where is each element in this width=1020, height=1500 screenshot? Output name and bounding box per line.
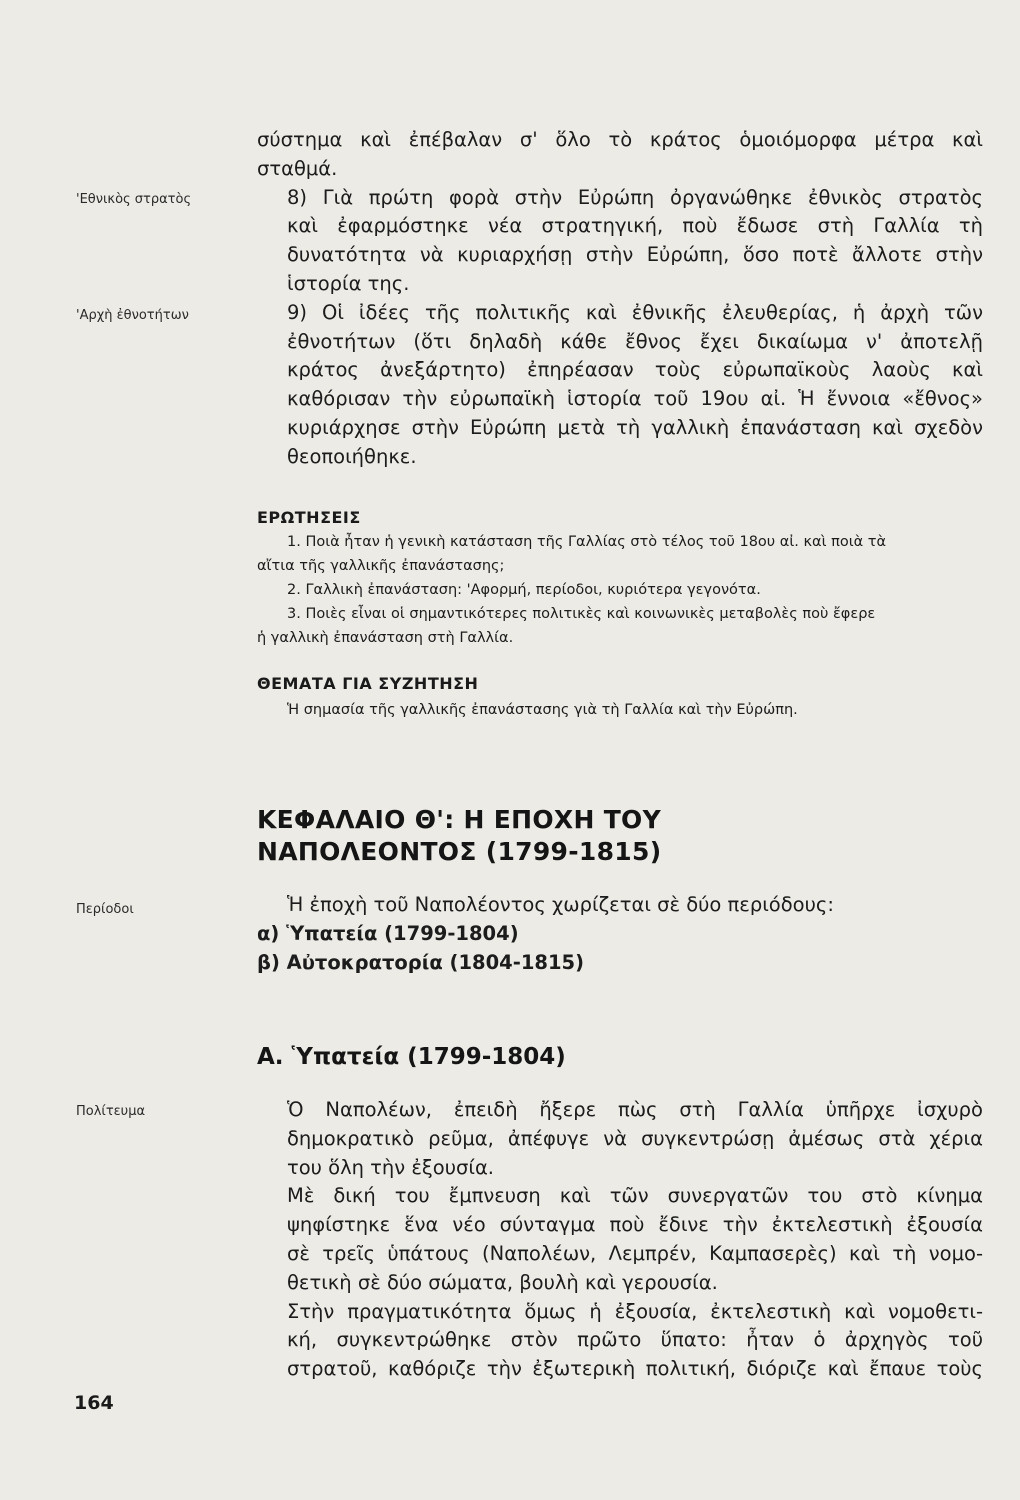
page-number: 164 xyxy=(74,1392,114,1414)
discussion-heading: ΘΕΜΑΤΑ ΓΙΑ ΣΥΖΗΤΗΣΗ xyxy=(257,674,479,693)
top-text-block xyxy=(257,126,983,472)
text-line: κυριάρχησε στὴν Εὐρώπη μετὰ τὴ γαλλικὴ ἐπανάσταση καὶ σχεδὸν xyxy=(287,415,983,439)
period-empire: β) Αὐτοκρατορία (1804-1815) xyxy=(257,951,585,974)
text-line: στρατοῦ, καθόριζε τὴν ἐξωτερικὴ πολιτική, διόριζε καὶ ἔπαυε τοὺς xyxy=(287,1357,983,1381)
paragraph-constitution xyxy=(257,1182,983,1297)
questions-list xyxy=(257,530,983,650)
text-line: του ὅλη τὴν ἐξουσία. xyxy=(287,1155,495,1179)
text-line: κή, συγκεντρώθηκε στὸν πρῶτο ὕπατο: ἦταν ὁ ἀρχηγὸς τοῦ xyxy=(287,1328,983,1352)
text-line: ἐθνοτήτων (ὅτι δηλαδὴ κάθε ἔθνος ἔχει δικαίωμα ν' ἀποτελῇ xyxy=(287,329,983,353)
text-line: δυνατότητα νὰ κυριαρχήσῃ στὴν Εὐρώπη, ὅσο ποτὲ ἄλλοτε στὴν xyxy=(287,243,983,267)
side-note-nationality-principle: 'Αρχὴ ἐθνοτήτων xyxy=(76,308,189,323)
chapter-title-line-2: ΝΑΠΟΛΕΟΝΤΟΣ (1799-1815) xyxy=(257,837,662,866)
paragraph-napoleon-democratic xyxy=(257,1096,983,1182)
paragraph-system xyxy=(257,126,983,184)
chapter-title xyxy=(257,804,661,868)
side-note-national-army: 'Εθνικὸς στρατὸς xyxy=(76,192,192,207)
text-line: σταθμά. xyxy=(257,156,338,180)
discussion-topic: Ἡ σημασία τῆς γαλλικῆς ἐπανάστασης γιὰ τὴ Γαλλία καὶ τὴν Εὐρώπη. xyxy=(287,702,798,718)
paragraph-ideas-freedom xyxy=(257,299,983,472)
text-line: Στὴν πραγματικότητα ὅμως ἡ ἐξουσία, ἐκτελεστικὴ καὶ νομοθετι- xyxy=(287,1299,983,1323)
side-note-periods: Περίοδοι xyxy=(76,902,134,917)
text-line: Ὁ Ναπολέων, ἐπειδὴ ἤξερε πὼς στὴ Γαλλία ὑπῆρχε ἰσχυρὸ xyxy=(287,1098,983,1121)
text-line: καὶ ἐφαρμόστηκε νέα στρατηγική, ποὺ ἔδωσε στὴ Γαλλία τὴ xyxy=(287,214,983,238)
question-1-line-2: αἴτια τῆς γαλλικῆς ἐπανάστασης; xyxy=(257,558,505,574)
question-3-line-1: 3. Ποιὲς εἶναι οἱ σημαντικότερες πολιτικὲς καὶ κοινωνικὲς μεταβολὲς ποὺ ἔφερε xyxy=(287,606,876,622)
text-line: ψηφίστηκε ἕνα νέο σύνταγμα ποὺ ἔδινε τὴν ἐκτελεστικὴ ἐξουσία xyxy=(287,1213,983,1237)
text-line: σὲ τρεῖς ὑπάτους (Ναπολέων, Λεμπρέν, Καμπασερὲς) καὶ τὴ νομο- xyxy=(287,1241,983,1265)
question-2: 2. Γαλλικὴ ἐπανάσταση: 'Αφορμή, περίοδοι, κυριότερα γεγονότα. xyxy=(287,582,761,598)
text-line: θετικὴ σὲ δύο σώματα, βουλὴ καὶ γερουσία. xyxy=(287,1270,718,1294)
text-line: δημοκρατικὸ ρεῦμα, ἀπέφυγε νὰ συγκεντρώσῃ ἀμέσως στὰ χέρια xyxy=(287,1126,983,1150)
periods-intro: Ἡ ἐποχὴ τοῦ Ναπολέοντος χωρίζεται σὲ δύο περιόδους: xyxy=(287,893,834,916)
text-line: Μὲ δική του ἔμπνευση καὶ τῶν συνεργατῶν του στὸ κίνημα xyxy=(287,1184,983,1208)
section-a-title: Α. Ὑπατεία (1799-1804) xyxy=(257,1044,566,1070)
discussion-block xyxy=(257,698,983,722)
chapter-title-line-1: ΚΕΦΑΛΑΙΟ Θ': Η ΕΠΟΧΗ ΤΟΥ xyxy=(257,805,662,834)
text-line: ἱστορία της. xyxy=(287,271,410,295)
text-line: 9) Οἱ ἰδέες τῆς πολιτικῆς καὶ ἐθνικῆς ἐλευθερίας, ἡ ἀρχὴ τῶν xyxy=(287,300,983,324)
text-line: 8) Γιὰ πρώτη φορὰ στὴν Εὐρώπη ὀργανώθηκε ἐθνικὸς στρατὸς xyxy=(287,185,983,209)
side-note-polity: Πολίτευμα xyxy=(76,1104,146,1119)
questions-heading: ΕΡΩΤΗΣΕΙΣ xyxy=(257,508,361,527)
period-consulate: α) Ὑπατεία (1799-1804) xyxy=(257,922,519,945)
section-a-text xyxy=(257,1096,983,1384)
text-line: κράτος ἀνεξάρτητο) ἐπηρέασαν τοὺς εὐρωπαϊκοὺς λαοὺς καὶ xyxy=(287,358,983,382)
paragraph-first-consul xyxy=(257,1298,983,1384)
question-3-line-2: ἡ γαλλικὴ ἐπανάσταση στὴ Γαλλία. xyxy=(257,630,514,646)
periods-block xyxy=(257,890,983,977)
text-line: σύστημα καὶ ἐπέβαλαν σ' ὅλο τὸ κράτος ὁμοιόμορφα μέτρα καὶ xyxy=(257,128,983,151)
text-line: θεοποιήθηκε. xyxy=(287,444,417,468)
text-line: καθόρισαν τὴν εὐρωπαϊκὴ ἱστορία τοῦ 19ου αἰ. Ἡ ἔννοια «ἔθνος» xyxy=(287,387,983,411)
paragraph-national-army xyxy=(257,184,983,299)
question-1-line-1: 1. Ποιὰ ἦταν ἡ γενικὴ κατάσταση τῆς Γαλλίας στὸ τέλος τοῦ 18ου αἰ. καὶ ποιὰ τὰ xyxy=(287,534,887,550)
